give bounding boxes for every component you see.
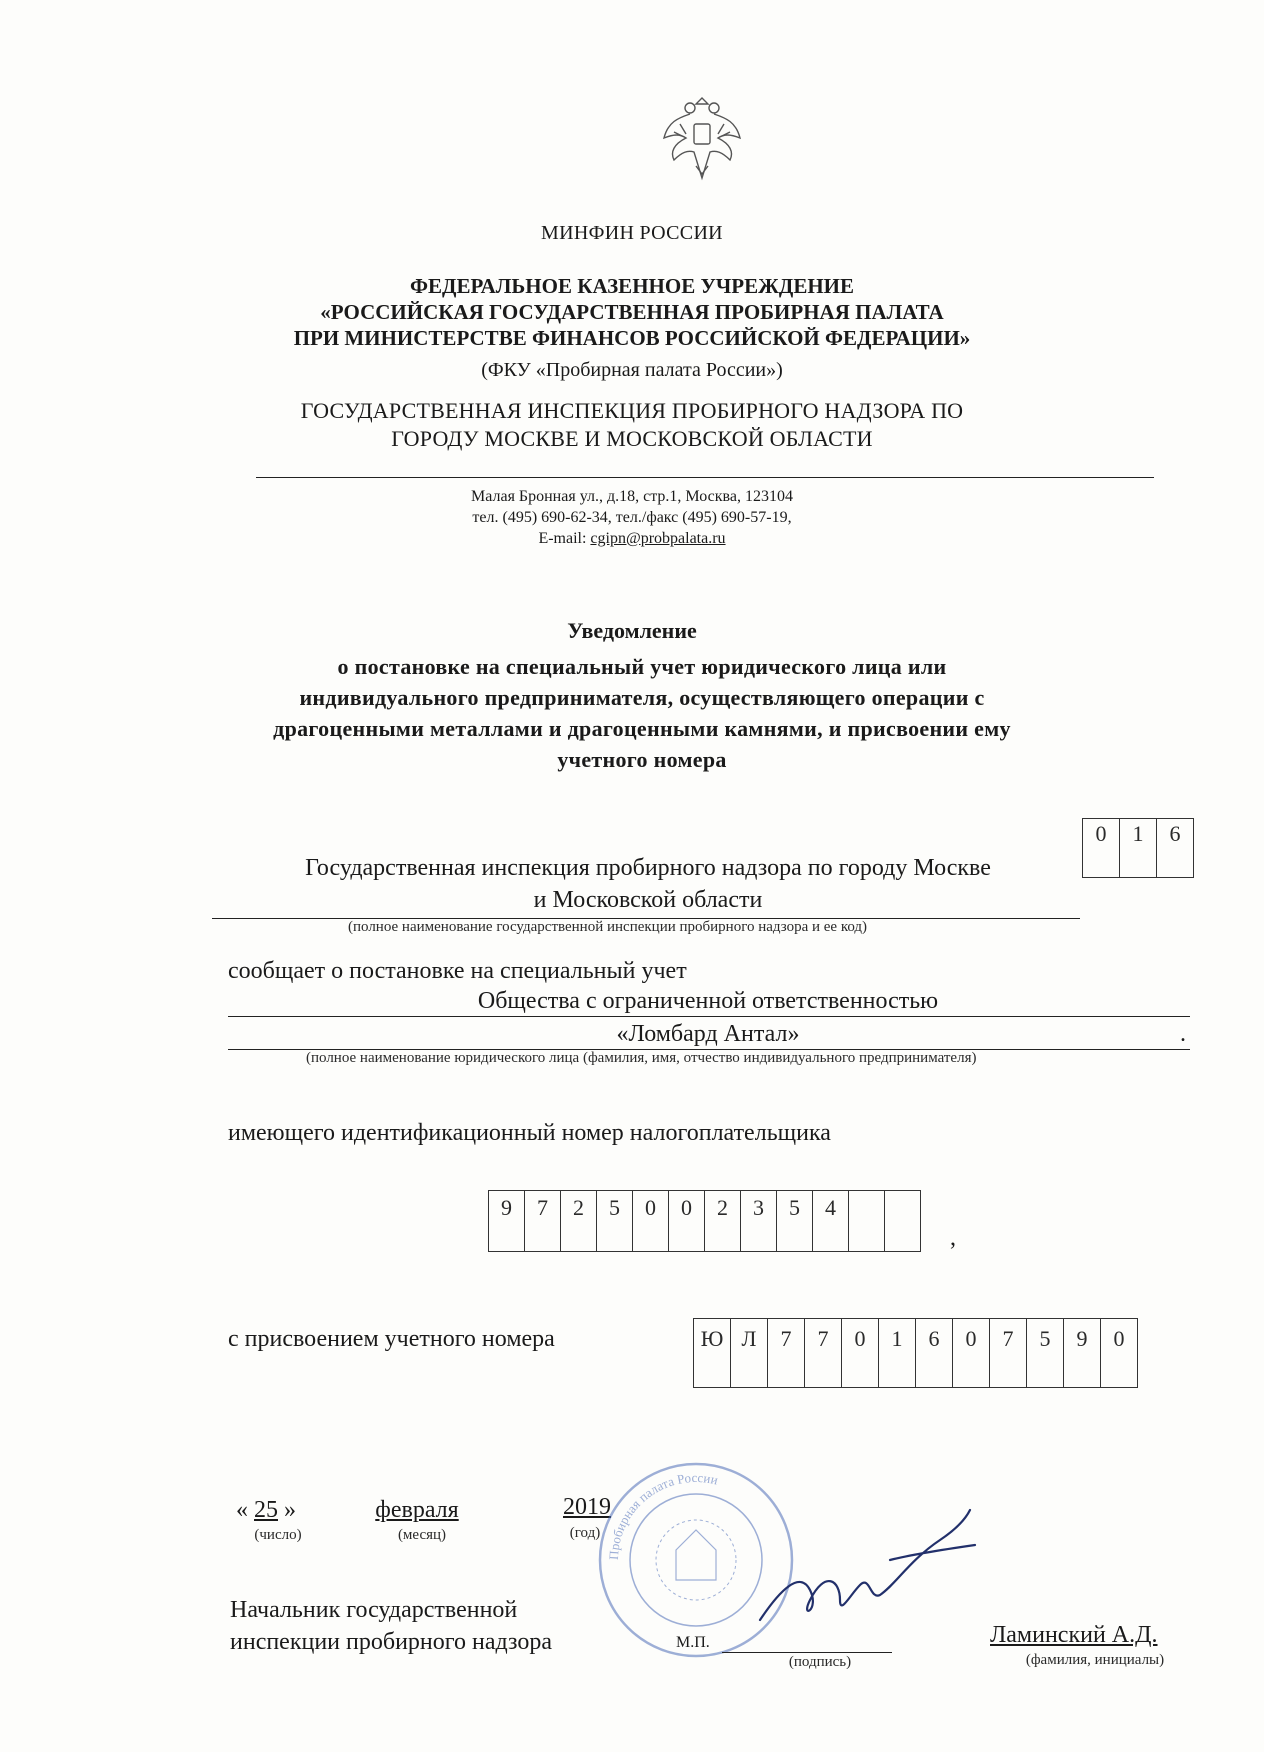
inn-digit: [849, 1191, 885, 1251]
inn-label: имеющего идентификационный номер налогоплательщика: [228, 1120, 831, 1146]
org-line-2: «РОССИЙСКАЯ ГОСУДАРСТВЕННАЯ ПРОБИРНАЯ ПАЛАТА: [320, 300, 944, 324]
stamp-text: Пробирная палата России: [605, 1469, 720, 1561]
date-month: [352, 1497, 482, 1524]
document-subtitle: [220, 651, 1064, 775]
entity-underline-1: [228, 1016, 1190, 1017]
mp-mark: М.П.: [676, 1634, 710, 1651]
ministry-name: МИНФИН РОССИИ: [541, 222, 723, 244]
date-day: [236, 1497, 296, 1524]
entity-name-line-1: Общества с ограниченной ответственностью: [477, 988, 939, 1014]
org-line-3: ПРИ МИНИСТЕРСТВЕ ФИНАНСОВ РОССИЙСКОЙ ФЕДЕРАЦИИ»: [293, 326, 971, 350]
subtitle-line-4: учетного номера: [557, 747, 727, 772]
subtitle-line-3: драгоценными металлами и драгоценными камнями, и присвоении ему: [273, 716, 1011, 741]
date-year-value: 2019: [563, 1494, 611, 1520]
inspection-code-digit: 0: [1083, 819, 1120, 877]
phones: тел. (495) 690-62-34, тел./факс (495) 690-57-19,: [472, 509, 792, 526]
date-month-hint: (месяц): [397, 1527, 447, 1543]
org-line-1: ФЕДЕРАЛЬНОЕ КАЗЕННОЕ УЧРЕЖДЕНИЕ: [409, 274, 855, 298]
entity-name-line-2: «Ломбард Антал»: [616, 1021, 800, 1047]
date-month-value: февраля: [375, 1497, 459, 1523]
inn-digit: 7: [525, 1191, 561, 1251]
inn-trailing-comma: ,: [950, 1225, 956, 1251]
account-char: 1: [879, 1319, 916, 1387]
reports-text: сообщает о постановке на специальный учет: [228, 958, 687, 984]
inspection-name-line-2: и Московской области: [533, 887, 763, 913]
address: Малая Бронная ул., д.18, стр.1, Москва, 123104: [471, 488, 793, 505]
entity-hint: (полное наименование юридического лица (фамилия, имя, отчество индивидуального предпринимателя): [306, 1050, 977, 1066]
inn-digit: [885, 1191, 920, 1251]
inspection-full-name: [218, 852, 1078, 916]
handwritten-signature: [740, 1500, 980, 1630]
signer-name: Ламинский А.Д.: [990, 1622, 1158, 1648]
account-char: 0: [842, 1319, 879, 1387]
inn-digit: 2: [561, 1191, 597, 1251]
account-char: Л: [731, 1319, 768, 1387]
account-char: Ю: [694, 1319, 731, 1387]
inspection-line-1: ГОСУДАРСТВЕННАЯ ИНСПЕКЦИЯ ПРОБИРНОГО НАДЗОРА ПО: [300, 398, 964, 423]
signer-hint: (фамилия, инициалы): [1025, 1652, 1165, 1668]
inn-digit: 0: [669, 1191, 705, 1251]
contacts-block: [0, 486, 1264, 549]
inn-digit: 2: [705, 1191, 741, 1251]
organization-short-name: (ФКУ «Пробирная палата России»): [481, 359, 783, 381]
account-char: 7: [990, 1319, 1027, 1387]
account-char: 5: [1027, 1319, 1064, 1387]
inspection-code-box: [1082, 818, 1194, 878]
inspection-header: [0, 397, 1264, 453]
inspection-hint: (полное наименование государственной инспекции пробирного надзора и ее код): [348, 919, 868, 935]
inn-digit: 4: [813, 1191, 849, 1251]
entity-end-dot: .: [1180, 1021, 1186, 1047]
organization-name: [0, 273, 1264, 351]
signature-line: [722, 1652, 892, 1653]
date-open-quote: «: [236, 1497, 248, 1523]
position-title: [230, 1594, 552, 1658]
account-char: 7: [768, 1319, 805, 1387]
inn-box: [488, 1190, 921, 1252]
signature-hint: (подпись): [788, 1654, 852, 1670]
date-day-value: 25: [254, 1497, 278, 1523]
account-char: 0: [1113, 1326, 1125, 1351]
email-line: [0, 528, 1264, 549]
subtitle-line-2: индивидуального предпринимателя, осуществляющего операции с: [299, 685, 985, 710]
inn-digit: 5: [777, 1191, 813, 1251]
email-link[interactable]: cgipn@probpalata.ru: [590, 530, 726, 547]
inn-digit: 0: [633, 1191, 669, 1251]
header-divider: [256, 477, 1154, 478]
position-line-2: инспекции пробирного надзора: [230, 1629, 553, 1655]
subtitle-line-1: о постановке на специальный учет юридического лица или: [337, 654, 947, 679]
inspection-code-digit: 1: [1120, 819, 1157, 877]
inspection-line-2: ГОРОДУ МОСКВЕ И МОСКОВСКОЙ ОБЛАСТИ: [391, 426, 873, 451]
coat-of-arms-icon: [660, 88, 744, 184]
account-number-box: [693, 1318, 1138, 1388]
inn-digit: 3: [741, 1191, 777, 1251]
inn-digit: 5: [597, 1191, 633, 1251]
account-char: 0: [953, 1319, 990, 1387]
account-char: 6: [916, 1319, 953, 1387]
date-year-hint: (год): [569, 1525, 601, 1541]
position-line-1: Начальник государственной: [230, 1597, 518, 1623]
account-char: 9: [1064, 1319, 1101, 1387]
inspection-name-line-1: Государственная инспекция пробирного надзора по городу Москве: [305, 855, 991, 881]
date-close-quote: »: [284, 1497, 296, 1523]
account-label: с присвоением учетного номера: [228, 1326, 555, 1352]
account-char: 7: [805, 1319, 842, 1387]
inn-digit: 9: [489, 1191, 525, 1251]
svg-text:Пробирная палата России: [606, 1470, 720, 1560]
inspection-code-digit: 6: [1169, 821, 1181, 846]
date-day-hint: (число): [254, 1527, 302, 1543]
email-label: E-mail:: [538, 530, 591, 547]
document-title: Уведомление: [567, 618, 697, 643]
